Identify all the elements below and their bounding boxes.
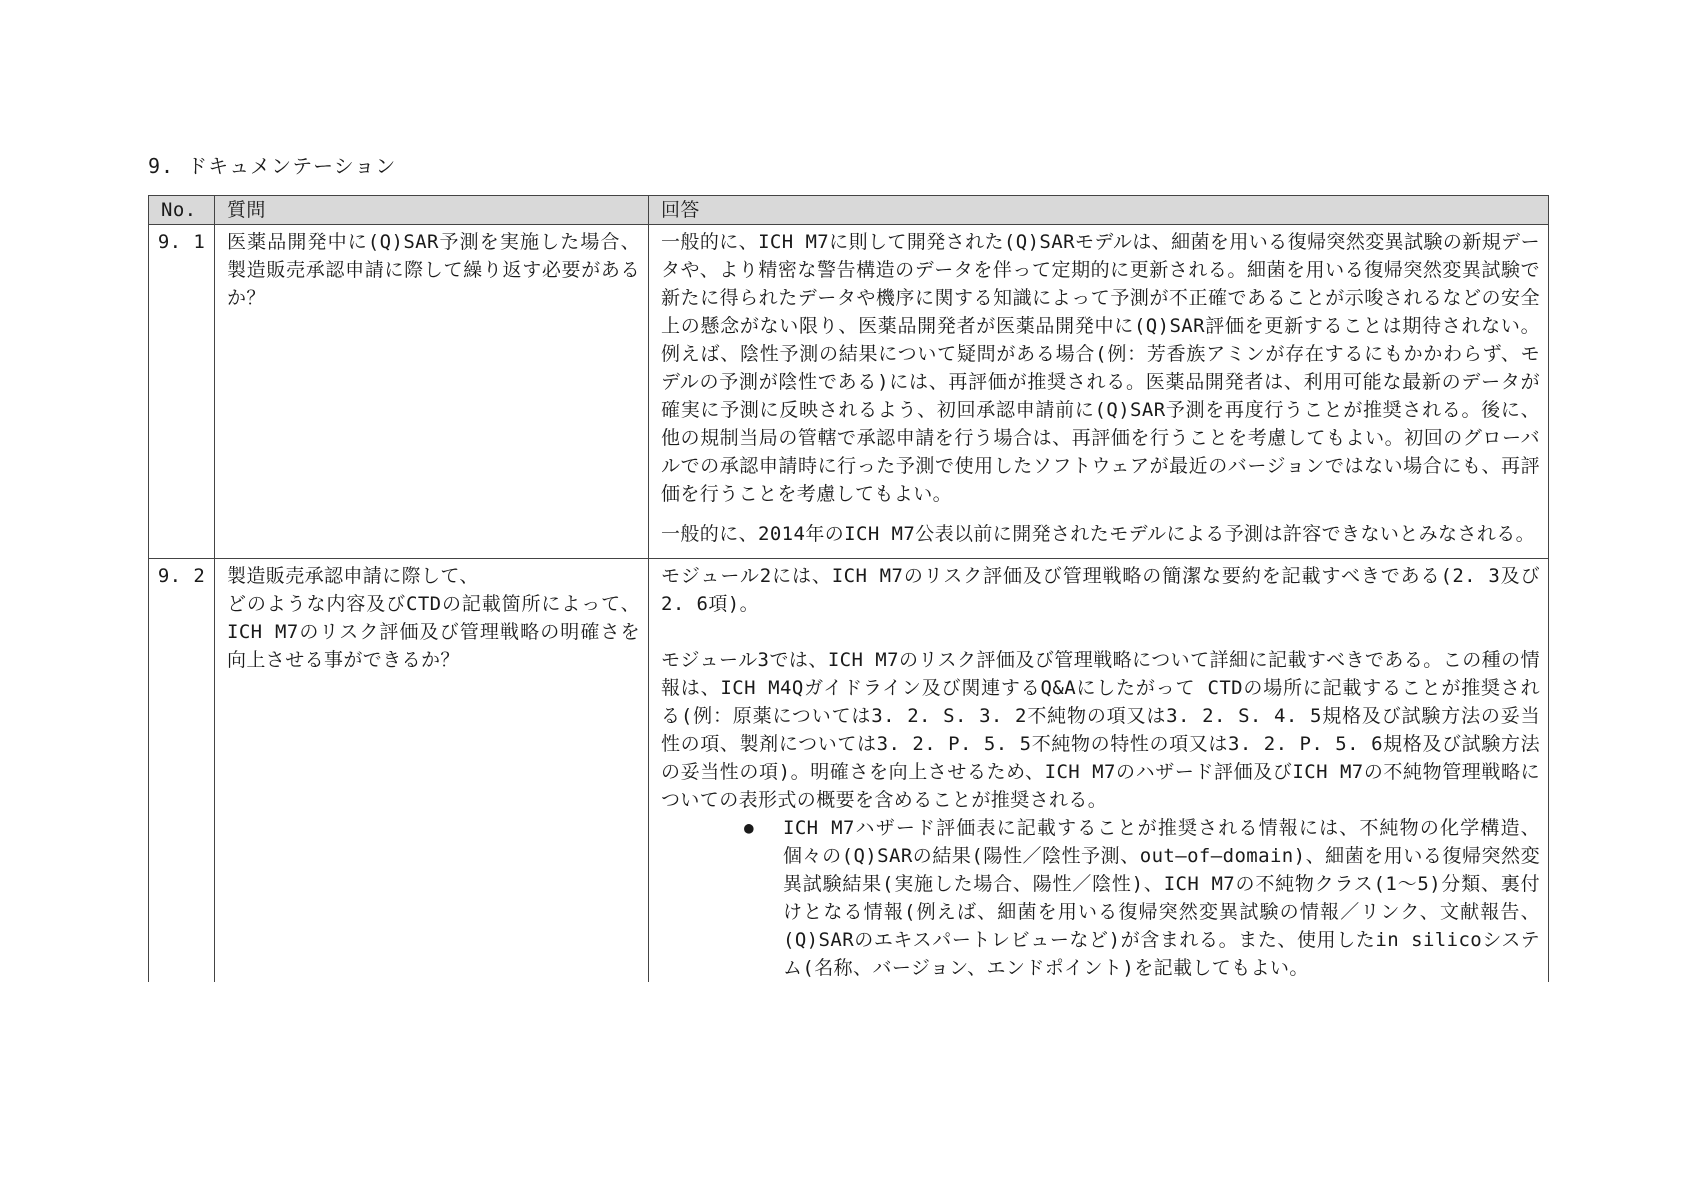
answer-paragraph: モジュール3では、ICH M7のリスク評価及び管理戦略について詳細に記載すべきである。この種の情報は、ICH M4Qガイドライン及び関連するQ&Aにしたがって CTDの場所に記載することが推奨される(例：原薬については3. 2. S. 3. 2不純物の項又は3. 2. S. 4. 5規格及び試験方法の妥当性の項、製剤については3. 2. P. 5. 5不純物の特性の項又は3. 2. P. 5. 6規格及び試験方法の妥当性の項)。明確さを向上させるため、ICH M7のハザード評価及びICH M7の不純物管理戦略についての表形式の概要を含めることが推奨される。 xyxy=(661,649,1540,811)
bullet-item xyxy=(661,814,1540,982)
row-number: 9. 1 xyxy=(149,225,215,559)
header-no: No. xyxy=(149,196,215,225)
question-cell xyxy=(215,225,649,559)
question-text: 医薬品開発中に(Q)SAR予測を実施した場合、製造販売承認申請に際して繰り返す必要があるか？ xyxy=(227,231,640,309)
bullet-icon: ● xyxy=(743,818,755,837)
answer-cell xyxy=(649,225,1549,559)
row-number: 9. 2 xyxy=(149,559,215,983)
answer-cell xyxy=(649,559,1549,983)
answer-paragraph: 一般的に、2014年のICH M7公表以前に開発されたモデルによる予測は許容できないとみなされる。 xyxy=(661,523,1536,545)
table-row xyxy=(149,559,1549,983)
qa-table xyxy=(148,195,1549,982)
question-text: どのような内容及びCTDの記載箇所によって、ICH M7のリスク評価及び管理戦略の明確さを向上させる事ができるか？ xyxy=(227,593,640,671)
answer-paragraph: 一般的に、ICH M7に則して開発された(Q)SARモデルは、細菌を用いる復帰突然変異試験の新規データや、より精密な警告構造のデータを伴って定期的に更新される。細菌を用いる復帰突然変異試験で新たに得られたデータや機序に関する知識によって予測が不正確であることが示唆されるなどの安全上の懸念がない限り、医薬品開発者が医薬品開発中に(Q)SAR評価を更新することは期待されない。例えば、陰性予測の結果について疑問がある場合(例：芳香族アミンが存在するにもかかわらず、モデルの予測が陰性である)には、再評価が推奨される。医薬品開発者は、利用可能な最新のデータが確実に予測に反映されるよう、初回承認申請前に(Q)SAR予測を再度行うことが推奨される。後に、他の規制当局の管轄で承認申請を行う場合は、再評価を行うことを考慮してもよい。初回のグローバルでの承認申請時に行った予測で使用したソフトウェアが最近のバージョンではない場合にも、再評価を行うことを考慮してもよい。 xyxy=(661,231,1540,505)
table-header-row xyxy=(149,196,1549,225)
question-cell xyxy=(215,559,649,983)
table-row xyxy=(149,225,1549,559)
header-answer: 回答 xyxy=(649,196,1549,225)
question-text-line: 製造販売承認申請に際して、 xyxy=(227,565,479,587)
bullet-text: ICH M7ハザード評価表に記載することが推奨される情報には、不純物の化学構造、個々の(Q)SARの結果(陽性／陰性予測、out―of―domain)、細菌を用いる復帰突然変異試験結果(実施した場合、陽性／陰性)、ICH M7の不純物クラス(1～5)分類、裏付けとなる情報(例えば、細菌を用いる復帰突然変異試験の情報／リンク、文献報告、(Q)SARのエキスパートレビューなど)が含まれる。また、使用したin silicoシステム(名称、バージョン、エンドポイント)を記載してもよい。 xyxy=(783,817,1540,979)
answer-paragraph: モジュール2には、ICH M7のリスク評価及び管理戦略の簡潔な要約を記載すべきである(2. 3及び2. 6項)。 xyxy=(661,565,1540,615)
section-title: 9. ドキュメンテーション xyxy=(148,154,397,178)
header-question: 質問 xyxy=(215,196,649,225)
